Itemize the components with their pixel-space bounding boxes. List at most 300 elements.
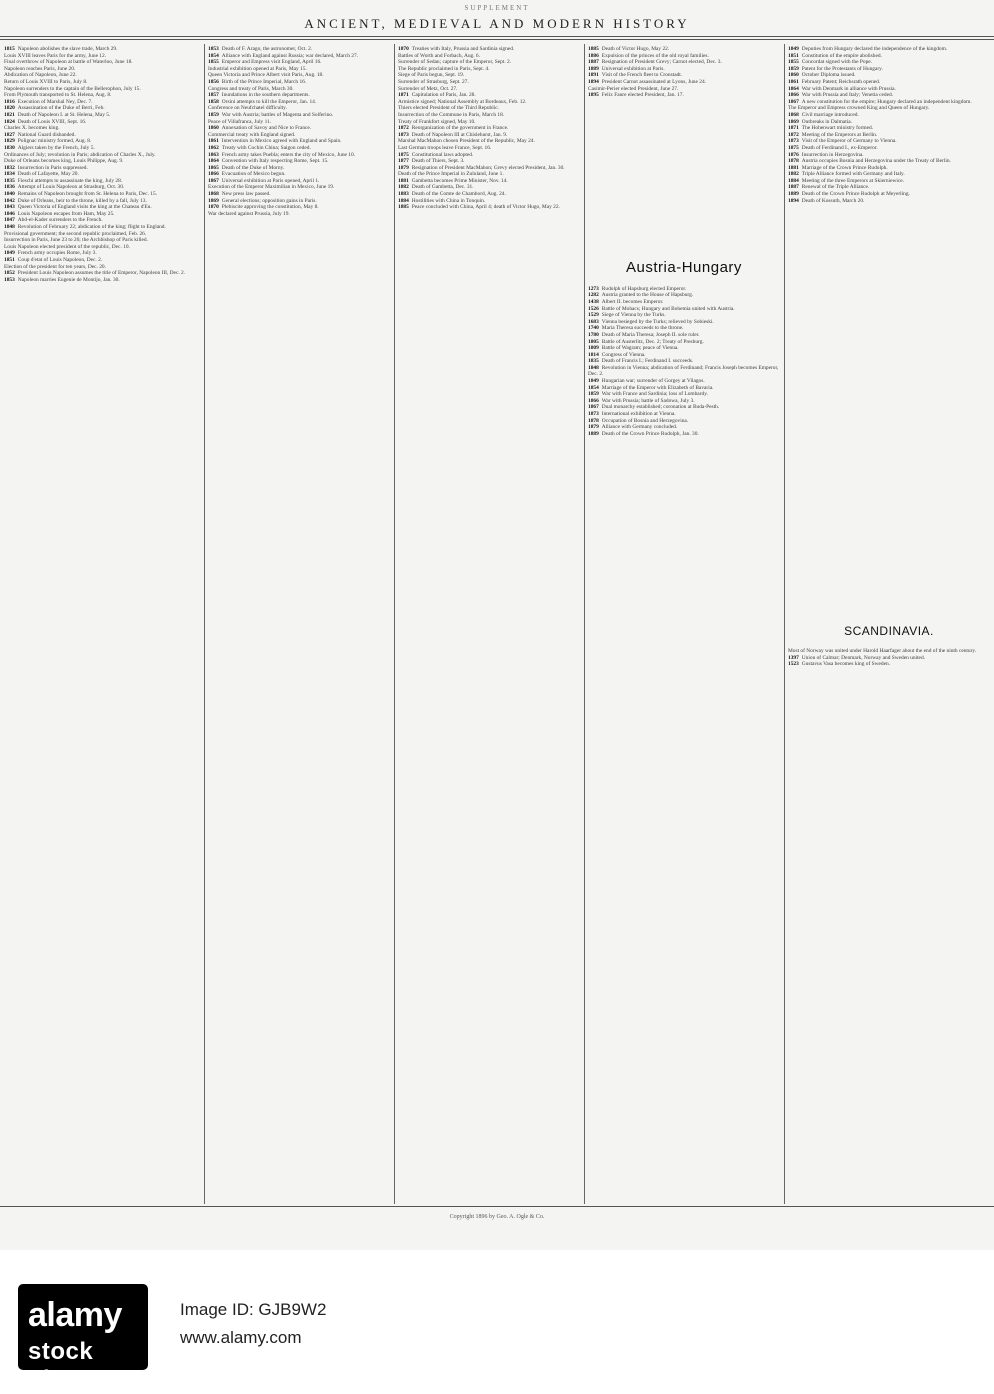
chronology-entry	[4, 224, 200, 231]
entry-text: Meeting of the Emperors at Berlin.	[801, 131, 878, 138]
chronology-entry	[398, 125, 580, 132]
entry-year: 1885	[588, 46, 599, 52]
entry-text: Alliance with England against Russia; war declared, March 27.	[221, 52, 359, 59]
column-5	[784, 44, 994, 1204]
chronology-entry	[4, 237, 200, 244]
entry-text: The Emperor and Empress crowned King and Queen of Hungary.	[788, 105, 930, 112]
entry-text: Siege of Vienna by the Turks.	[601, 312, 666, 319]
entry-text: Queen Victoria and Prince Albert visit Paris, Aug. 18.	[208, 72, 324, 79]
chronology-entry	[788, 138, 990, 145]
entry-year: 1895	[588, 92, 599, 99]
entry-text: Universal exhibition at Paris opened, April 1.	[221, 177, 320, 184]
entry-year: 1863	[208, 151, 219, 158]
entry-year: 1851	[4, 257, 15, 263]
entry-year: 1847	[4, 217, 15, 224]
entry-year: 1879	[588, 424, 599, 431]
entry-text: Last German troops leave France, Sept. 16.	[398, 144, 492, 151]
entry-text: Renewal of the Triple Alliance.	[801, 184, 870, 191]
chronology-entry	[208, 79, 390, 86]
entry-year: 1821	[4, 111, 15, 118]
entry-text: Annexation of Savoy and Nice to France.	[221, 125, 312, 132]
chronology-entry	[208, 204, 390, 211]
entry-text: Execution of Marshal Ney, Dec. 7.	[17, 98, 93, 105]
entry-text: Death of F. Arago, the astronomer, Oct. 2.	[221, 46, 313, 52]
entry-text: Casimir-Perier elected President, June 27.	[588, 85, 679, 92]
entry-text: Marriage of the Crown Prince Rudolph.	[801, 164, 888, 171]
chronology-entry	[4, 250, 200, 257]
entry-year: 1873	[398, 131, 409, 138]
entry-year: 1848	[4, 224, 15, 231]
logo-wordmark: alamy	[28, 1296, 122, 1334]
entry-text: Visit of the Emperor of Germany to Vienna.	[801, 138, 897, 145]
chronology-entry	[588, 92, 780, 99]
entry-year: 1856	[208, 78, 219, 85]
chronology-entry	[588, 46, 780, 53]
entry-text: Patent for the Protestants of Hungary.	[801, 65, 883, 72]
entry-text: Attempt of Louis Napoleon at Strasburg, Oct. 30.	[17, 184, 125, 191]
chronology-entry	[208, 198, 390, 205]
chronology-entry	[4, 92, 200, 99]
chronology-entry	[588, 424, 780, 431]
entry-year: 1881	[398, 177, 409, 184]
entry-year: 1438	[588, 298, 599, 305]
entry-year: 1867	[208, 177, 219, 184]
entry-text: Final overthrow of Napoleon at battle of Waterloo, June 18.	[4, 59, 133, 66]
entry-text: Death of Lafayette, May 20.	[17, 171, 79, 178]
chronology-entry	[788, 171, 990, 178]
entry-text: Abd-el-Kader surrenders to the French.	[17, 217, 103, 224]
chronology-entry	[398, 59, 580, 66]
stock-logo	[18, 1284, 148, 1393]
entry-year: 1526	[588, 305, 599, 312]
entry-text: Death of the Crown Prince Rudolph, Jan. 30.	[601, 430, 699, 437]
entry-text: Louis Napoleon escapes from Ham, May 25.	[17, 210, 115, 217]
entry-text: Maria Theresa succeeds to the throne.	[601, 325, 684, 332]
entry-text: Battle of Mohacs; Hungary and Bohemia united with Austria.	[601, 305, 735, 312]
entry-text: Death of the Prince Imperial in Zululand, June 1.	[398, 171, 504, 178]
chronology-entry	[588, 72, 780, 79]
entry-text: Marriage of the Emperor with Elizabeth of Bavaria.	[601, 384, 714, 391]
chronology-entry	[398, 79, 580, 86]
entry-text: Napoleon reaches Paris, June 20.	[4, 65, 76, 72]
chronology-entry	[788, 72, 990, 79]
text-columns	[0, 44, 994, 1204]
chronology-entry	[398, 138, 580, 145]
entry-text: Most of Norway was united under Harold Haarfager about the end of the ninth century.	[788, 648, 977, 655]
entry-text: The Republic proclaimed in Paris, Sept. 4.	[398, 65, 490, 72]
entry-year: 1889	[788, 191, 799, 198]
copyright-line: Copyright 1896 by Geo. A. Ogle & Co.	[449, 1214, 545, 1220]
entry-text: A new constitution for the empire; Hungary declared an independent kingdom.	[801, 98, 972, 105]
column-1	[0, 44, 205, 1204]
entry-year: 1872	[788, 131, 799, 138]
entry-text: Capitulation of Paris, Jan. 28.	[411, 92, 476, 99]
entry-text: Treaty with Cochin China; Saigon ceded.	[221, 144, 311, 151]
entry-text: Siege of Paris begun, Sept. 19.	[398, 72, 465, 79]
entry-text: Algiers taken by the French, July 5.	[17, 144, 95, 151]
chronology-entry	[588, 411, 780, 418]
entry-year: 1887	[588, 59, 599, 66]
chronology-entry	[788, 661, 990, 668]
entry-year: 1740	[588, 325, 599, 332]
chronology-entry	[208, 184, 390, 191]
entry-year: 1849	[588, 378, 599, 385]
chronology-entry	[4, 277, 200, 284]
chronology-entry	[588, 86, 780, 93]
entry-text: Visit of the French fleet to Cronstadt.	[601, 72, 683, 79]
entry-text: Resignation of President MacMahon; Grevy elected President, Jan. 30.	[411, 164, 565, 171]
entry-year: 1683	[588, 318, 599, 325]
entry-text: Surrender of Strasburg, Sept. 27.	[398, 78, 469, 85]
chronology-entry	[4, 125, 200, 132]
chronology-entry	[208, 158, 390, 165]
entry-year: 1862	[208, 144, 219, 151]
entry-year: 1523	[788, 661, 799, 668]
entry-text: Intervention in Mexico agreed with England and Spain.	[221, 138, 342, 145]
entry-text: National Guard disbanded.	[17, 131, 76, 138]
entry-text: War with France and Sardinia; loss of Lombardy.	[601, 391, 708, 398]
section-heading: SCANDINAVIA.	[844, 624, 934, 639]
entry-year: 1820	[4, 105, 15, 112]
entry-year: 1273	[588, 285, 599, 292]
entry-year: 1846	[4, 210, 15, 217]
entry-text: Occupation of Bosnia and Herzegovina.	[601, 417, 689, 424]
entry-year: 1864	[208, 158, 219, 165]
running-head: SUPPLEMENT	[464, 4, 530, 12]
entry-text: Universal exhibition at Paris.	[601, 65, 665, 72]
chronology-entry	[588, 404, 780, 411]
entry-year: 1816	[4, 98, 15, 105]
entry-text: War with Austria; battles of Magenta and Solferino.	[221, 111, 334, 118]
entry-year: 1868	[788, 111, 799, 118]
entry-year: 1832	[4, 164, 15, 171]
entry-text: Battles of Worth and Forbach, Aug. 6.	[398, 52, 480, 59]
entry-year: 1397	[788, 654, 799, 661]
entry-text: Industrial exhibition opened at Paris, May 15.	[208, 65, 307, 72]
entry-year: 1865	[208, 164, 219, 171]
entry-text: Abdication of Napoleon, June 22.	[4, 72, 77, 79]
entry-text: Hostilities with China in Tonquin.	[411, 197, 486, 204]
entry-text: Rudolph of Hapsburg elected Emperor.	[601, 285, 687, 292]
chronology-entry	[4, 211, 200, 218]
entry-text: Insurrection in Herzegovina.	[801, 151, 864, 158]
chronology-entry	[4, 191, 200, 198]
entry-text: Louis XVIII leaves Paris for the army, June 12.	[4, 52, 107, 59]
entry-year: 1854	[208, 52, 219, 59]
chronology-entry	[4, 86, 200, 93]
chronology-entry	[4, 171, 200, 178]
entry-year: 1282	[588, 292, 599, 299]
entry-year: 1887	[788, 184, 799, 191]
entry-text: Vienna besieged by the Turks; relieved by Sobieski.	[601, 318, 714, 325]
entry-year: 1830	[4, 144, 15, 151]
entry-text: Death of Victor Hugo, May 22.	[601, 46, 670, 52]
entry-text: Deputies from Hungary declared the independence of the kingdom.	[801, 46, 948, 52]
chronology-entry	[4, 112, 200, 119]
chronology-entry	[788, 158, 990, 165]
entry-text: Death of Napoleon III at Chislehurst, Jan. 9.	[411, 131, 508, 138]
chronology-entry	[398, 46, 580, 53]
chronology-entry	[4, 119, 200, 126]
chronology-entry	[4, 244, 200, 251]
entry-text: President Carnot assassinated at Lyons, June 24.	[601, 78, 706, 85]
entry-text: Execution of the Emperor Maximilian in Mexico, June 19.	[208, 184, 335, 191]
entry-year: 1872	[398, 125, 409, 132]
entry-year: 1853	[208, 46, 219, 52]
entry-text: Insurrection of the Commune in Paris, March 18.	[398, 111, 505, 118]
entry-text: Death of the Duke of Morny.	[221, 164, 285, 171]
entry-text: French army occupies Rome, July 3.	[17, 250, 97, 257]
chronology-entry	[788, 66, 990, 73]
entry-text: Austria granted to the House of Hapsburg.	[601, 292, 694, 299]
entry-text: Expulsion of the princes of the old royal families.	[601, 52, 709, 59]
entry-text: Death of Gambetta, Dec. 31.	[411, 184, 474, 191]
entry-text: Convention with Italy respecting Rome, Sept. 15.	[221, 158, 329, 165]
entry-text: Return of Louis XVIII to Paris, July 8.	[4, 78, 88, 85]
entry-text: From Plymouth transported to St. Helena, Aug. 8.	[4, 92, 112, 99]
entry-text: Death of Ferdinand I., ex-Emperor.	[801, 144, 878, 151]
entry-text: Duke of Orleans, heir to the throne, killed by a fall, July 13.	[17, 197, 147, 204]
entry-year: 1877	[398, 158, 409, 165]
entry-year: 1849	[788, 46, 799, 52]
entry-text: Birth of the Prince Imperial, March 16.	[221, 78, 307, 85]
entry-text: Insurrection in Paris, June 23 to 26; the Archbishop of Paris killed.	[4, 237, 148, 244]
chronology-entry	[588, 319, 780, 326]
entry-text: Napoleon surrenders to the captain of the Bellerophon, July 15.	[4, 85, 141, 92]
chronology-entry	[788, 145, 990, 152]
entry-year: 1884	[788, 177, 799, 184]
entry-text: Resignation of President Grevy; Carnot elected, Dec. 3.	[601, 59, 722, 66]
chronology-entry	[208, 86, 390, 93]
entry-text: Conference on Neufchatel difficulty.	[208, 105, 287, 112]
entry-text: Fieschi attempts to assassinate the king, July 28.	[17, 177, 123, 184]
chronology-entry	[208, 105, 390, 112]
entry-text: Dual monarchy established; coronation at Buda-Pesth.	[601, 404, 720, 411]
entry-text: Triple Alliance formed with Germany and Italy.	[801, 171, 905, 178]
entry-text: War declared against Prussia, July 19.	[208, 210, 290, 217]
entry-text: Congress and treaty of Paris, March 30.	[208, 85, 294, 92]
chronology-entry	[588, 59, 780, 66]
chronology-entry	[588, 332, 780, 339]
chronology-entry	[788, 191, 990, 198]
chronology-entry	[588, 325, 780, 332]
entry-text: Remains of Napoleon brought from St. Helena to Paris, Dec. 15.	[17, 191, 158, 198]
entry-year: 1843	[4, 204, 15, 211]
entry-text: Constitutional laws adopted.	[411, 151, 474, 158]
entry-year: 1857	[208, 92, 219, 99]
chronology-entry	[208, 138, 390, 145]
entry-text: Polignac ministry formed, Aug. 8.	[17, 138, 92, 145]
entry-year: 1871	[788, 125, 799, 132]
entry-year: 1884	[398, 197, 409, 204]
entry-text: General elections; opposition gains in Paris.	[221, 197, 317, 204]
entry-year: 1827	[4, 131, 15, 138]
entry-year: 1835	[588, 358, 599, 365]
entry-year: 1815	[4, 46, 15, 52]
entry-year: 1891	[588, 72, 599, 79]
chronology-entry	[788, 53, 990, 60]
entry-text: February Patent; Reichsrath opened.	[801, 78, 881, 85]
entry-text: Provisional government; the second republic proclaimed, Feb. 26.	[4, 230, 147, 237]
entry-year: 1875	[788, 144, 799, 151]
entry-year: 1882	[398, 184, 409, 191]
entry-text: Union of Calmar; Denmark, Norway and Sweden united.	[801, 654, 925, 661]
chronology-entry	[208, 145, 390, 152]
entry-text: Treaty of Frankfort signed, May 10.	[398, 118, 476, 125]
entry-year: 1873	[788, 138, 799, 145]
chronology-entry	[588, 345, 780, 352]
entry-text: Death of Louis XVIII, Sept. 16.	[17, 118, 87, 125]
entry-text: Election of the president for ten years, Dec. 20.	[4, 263, 106, 270]
chronology-entry	[208, 53, 390, 60]
chronology-entry	[398, 72, 580, 79]
entry-year: 1859	[588, 391, 599, 398]
entry-text: Battle of Austerlitz, Dec. 2; Treaty of Presburg.	[601, 338, 704, 345]
entry-year: 1886	[588, 52, 599, 59]
entry-text: Surrender of Metz, Oct. 27.	[398, 85, 458, 92]
entry-year: 1814	[588, 351, 599, 358]
chronology-entry	[588, 398, 780, 405]
entry-text: Treaties with Italy, Prussia and Sardinia signed.	[411, 46, 515, 52]
entry-text: Peace of Villafranca, July 11.	[208, 118, 272, 125]
entry-text: Napoleon marries Eugenie de Montijo, Jan. 30.	[17, 276, 120, 283]
entry-year: 1868	[208, 191, 219, 198]
entry-year: 1889	[588, 430, 599, 437]
entry-year: 1829	[4, 138, 15, 145]
entry-text: Death of the Crown Prince Rudolph at Meyerling.	[801, 191, 910, 198]
chronology-entry	[208, 191, 390, 198]
entry-text: Reorganization of the government in France.	[411, 125, 509, 132]
entry-text: Duke of Orleans becomes king, Louis Philippe, Aug. 9.	[4, 158, 124, 165]
chronology-entry	[208, 92, 390, 99]
entry-year: 1875	[398, 151, 409, 158]
chronology-entry	[4, 257, 200, 264]
chronology-entry	[398, 171, 580, 178]
entry-year: 1842	[4, 197, 15, 204]
entry-year: 1882	[788, 171, 799, 178]
chronology-entry	[588, 378, 780, 385]
entry-text: Orsini attempts to kill the Emperor, Jan. 14.	[221, 98, 317, 105]
entry-text: Congress of Vienna.	[601, 351, 646, 358]
entry-text: Death of Maria Theresa; Joseph II. sole ruler.	[601, 331, 700, 338]
chronology-entry	[4, 46, 200, 53]
chronology-entry	[588, 299, 780, 306]
entry-text: Felix Faure elected President, Jan. 17.	[601, 92, 684, 99]
entry-text: Death of Napoleon I. at St. Helena, May 5.	[17, 111, 111, 118]
entry-year: 1780	[588, 331, 599, 338]
column-2	[204, 44, 395, 1204]
entry-year: 1860	[208, 125, 219, 132]
chronology-entry	[398, 105, 580, 112]
entry-year: 1851	[788, 52, 799, 59]
chronology-entry	[588, 312, 780, 319]
chronology-entry	[788, 59, 990, 66]
chronology-entry	[4, 79, 200, 86]
entry-text: Gambetta becomes Prime Minister, Nov. 14.	[411, 177, 508, 184]
chronology-entry	[788, 79, 990, 86]
entry-year: 1867	[788, 98, 799, 105]
entry-year: 1894	[588, 78, 599, 85]
entry-year: 1894	[788, 197, 799, 204]
entry-year: 1866	[788, 92, 799, 99]
entry-text: Evacuation of Mexico begun.	[221, 171, 286, 178]
entry-year: 1878	[788, 158, 799, 165]
entry-year: 1809	[588, 345, 599, 352]
chronology-entry	[788, 86, 990, 93]
entry-text: Constitution of the empire abolished.	[801, 52, 882, 59]
image-id: Image ID: GJB9W2	[180, 1300, 327, 1319]
entry-text: Death of Francis I.; Ferdinand I. succeeds.	[601, 358, 694, 365]
entry-text: Thiers elected President of the Third Republic.	[398, 105, 499, 112]
chronology-entry	[788, 125, 990, 132]
chronology-entry	[588, 418, 780, 425]
entry-year: 1871	[398, 92, 409, 99]
chronology-entry	[208, 132, 390, 139]
entry-year: 1876	[788, 151, 799, 158]
column-4	[584, 44, 785, 1204]
entry-year: 1859	[788, 65, 799, 72]
entry-text: Plebiscite approving the constitution, May 8.	[221, 204, 319, 211]
entry-text: Inundations in the southern departments.	[221, 92, 310, 99]
entry-text: The Hohenwart ministry formed.	[801, 125, 874, 132]
chronology-entry	[208, 152, 390, 159]
entry-text: Austria occupies Bosnia and Herzegovina under the Treaty of Berlin.	[801, 158, 951, 165]
chronology-entry	[4, 204, 200, 211]
entry-text: Albert II. becomes Emperor.	[601, 298, 664, 305]
entry-year: 1529	[588, 312, 599, 319]
chronology-entry	[398, 145, 580, 152]
entry-text: Emperor and Empress visit England, April 16.	[221, 59, 322, 66]
chronology-entry	[398, 112, 580, 119]
chronology-entry	[208, 125, 390, 132]
entry-year: 1855	[208, 59, 219, 66]
entry-text: War with Denmark in alliance with Prussia.	[801, 85, 896, 92]
entry-year: 1852	[4, 270, 15, 277]
entry-year: 1836	[4, 184, 15, 191]
entry-text: Ordinances of July; revolution in Paris; abdication of Charles X., July.	[4, 151, 156, 158]
chronology-entry	[788, 198, 990, 205]
entry-year: 1853	[4, 276, 15, 283]
entry-text: Commercial treaty with England signed.	[208, 131, 296, 138]
chronology-entry	[588, 358, 780, 365]
chronology-entry	[208, 112, 390, 119]
chronology-entry	[208, 171, 390, 178]
entry-text: Queen Victoria of England visits the king at the Chateau d'Eu.	[17, 204, 152, 211]
entry-text: French army takes Puebla; enters the city of Mexico, June 10.	[221, 151, 356, 158]
entry-year: 1835	[4, 177, 15, 184]
chronology-entry	[788, 46, 990, 53]
entry-year: 1869	[788, 118, 799, 125]
entry-year: 1881	[788, 164, 799, 171]
entry-year: 1889	[588, 65, 599, 72]
entry-year: 1883	[398, 191, 409, 198]
footer-rule	[0, 1206, 994, 1207]
chronology-entry	[208, 46, 390, 53]
logo-tagline: stock photo	[28, 1338, 98, 1393]
entry-year: 1848	[588, 364, 599, 371]
entry-text: New press law passed.	[221, 191, 271, 198]
entry-text: International exhibition at Vienna.	[601, 411, 676, 418]
chronology-entry	[208, 72, 390, 79]
chronology-entry	[208, 66, 390, 73]
entry-text: Death of Kossuth, March 20.	[801, 197, 865, 204]
entry-text: Revolution in Vienna; abdication of Ferdinand; Francis Joseph becomes Emperor, Dec. 2.	[588, 364, 779, 378]
entry-year: 1824	[4, 118, 15, 125]
entry-text: Hungarian war; surrender of Gorgey at Vilagos.	[601, 378, 705, 385]
entry-text: President Louis Napoleon assumes the title of Emperor, Napoleon III, Dec. 2.	[17, 270, 186, 277]
entry-text: Death of the Comte de Chambord, Aug. 24.	[411, 191, 506, 198]
entry-text: Meeting of the three Emperors at Skierniewice.	[801, 177, 905, 184]
